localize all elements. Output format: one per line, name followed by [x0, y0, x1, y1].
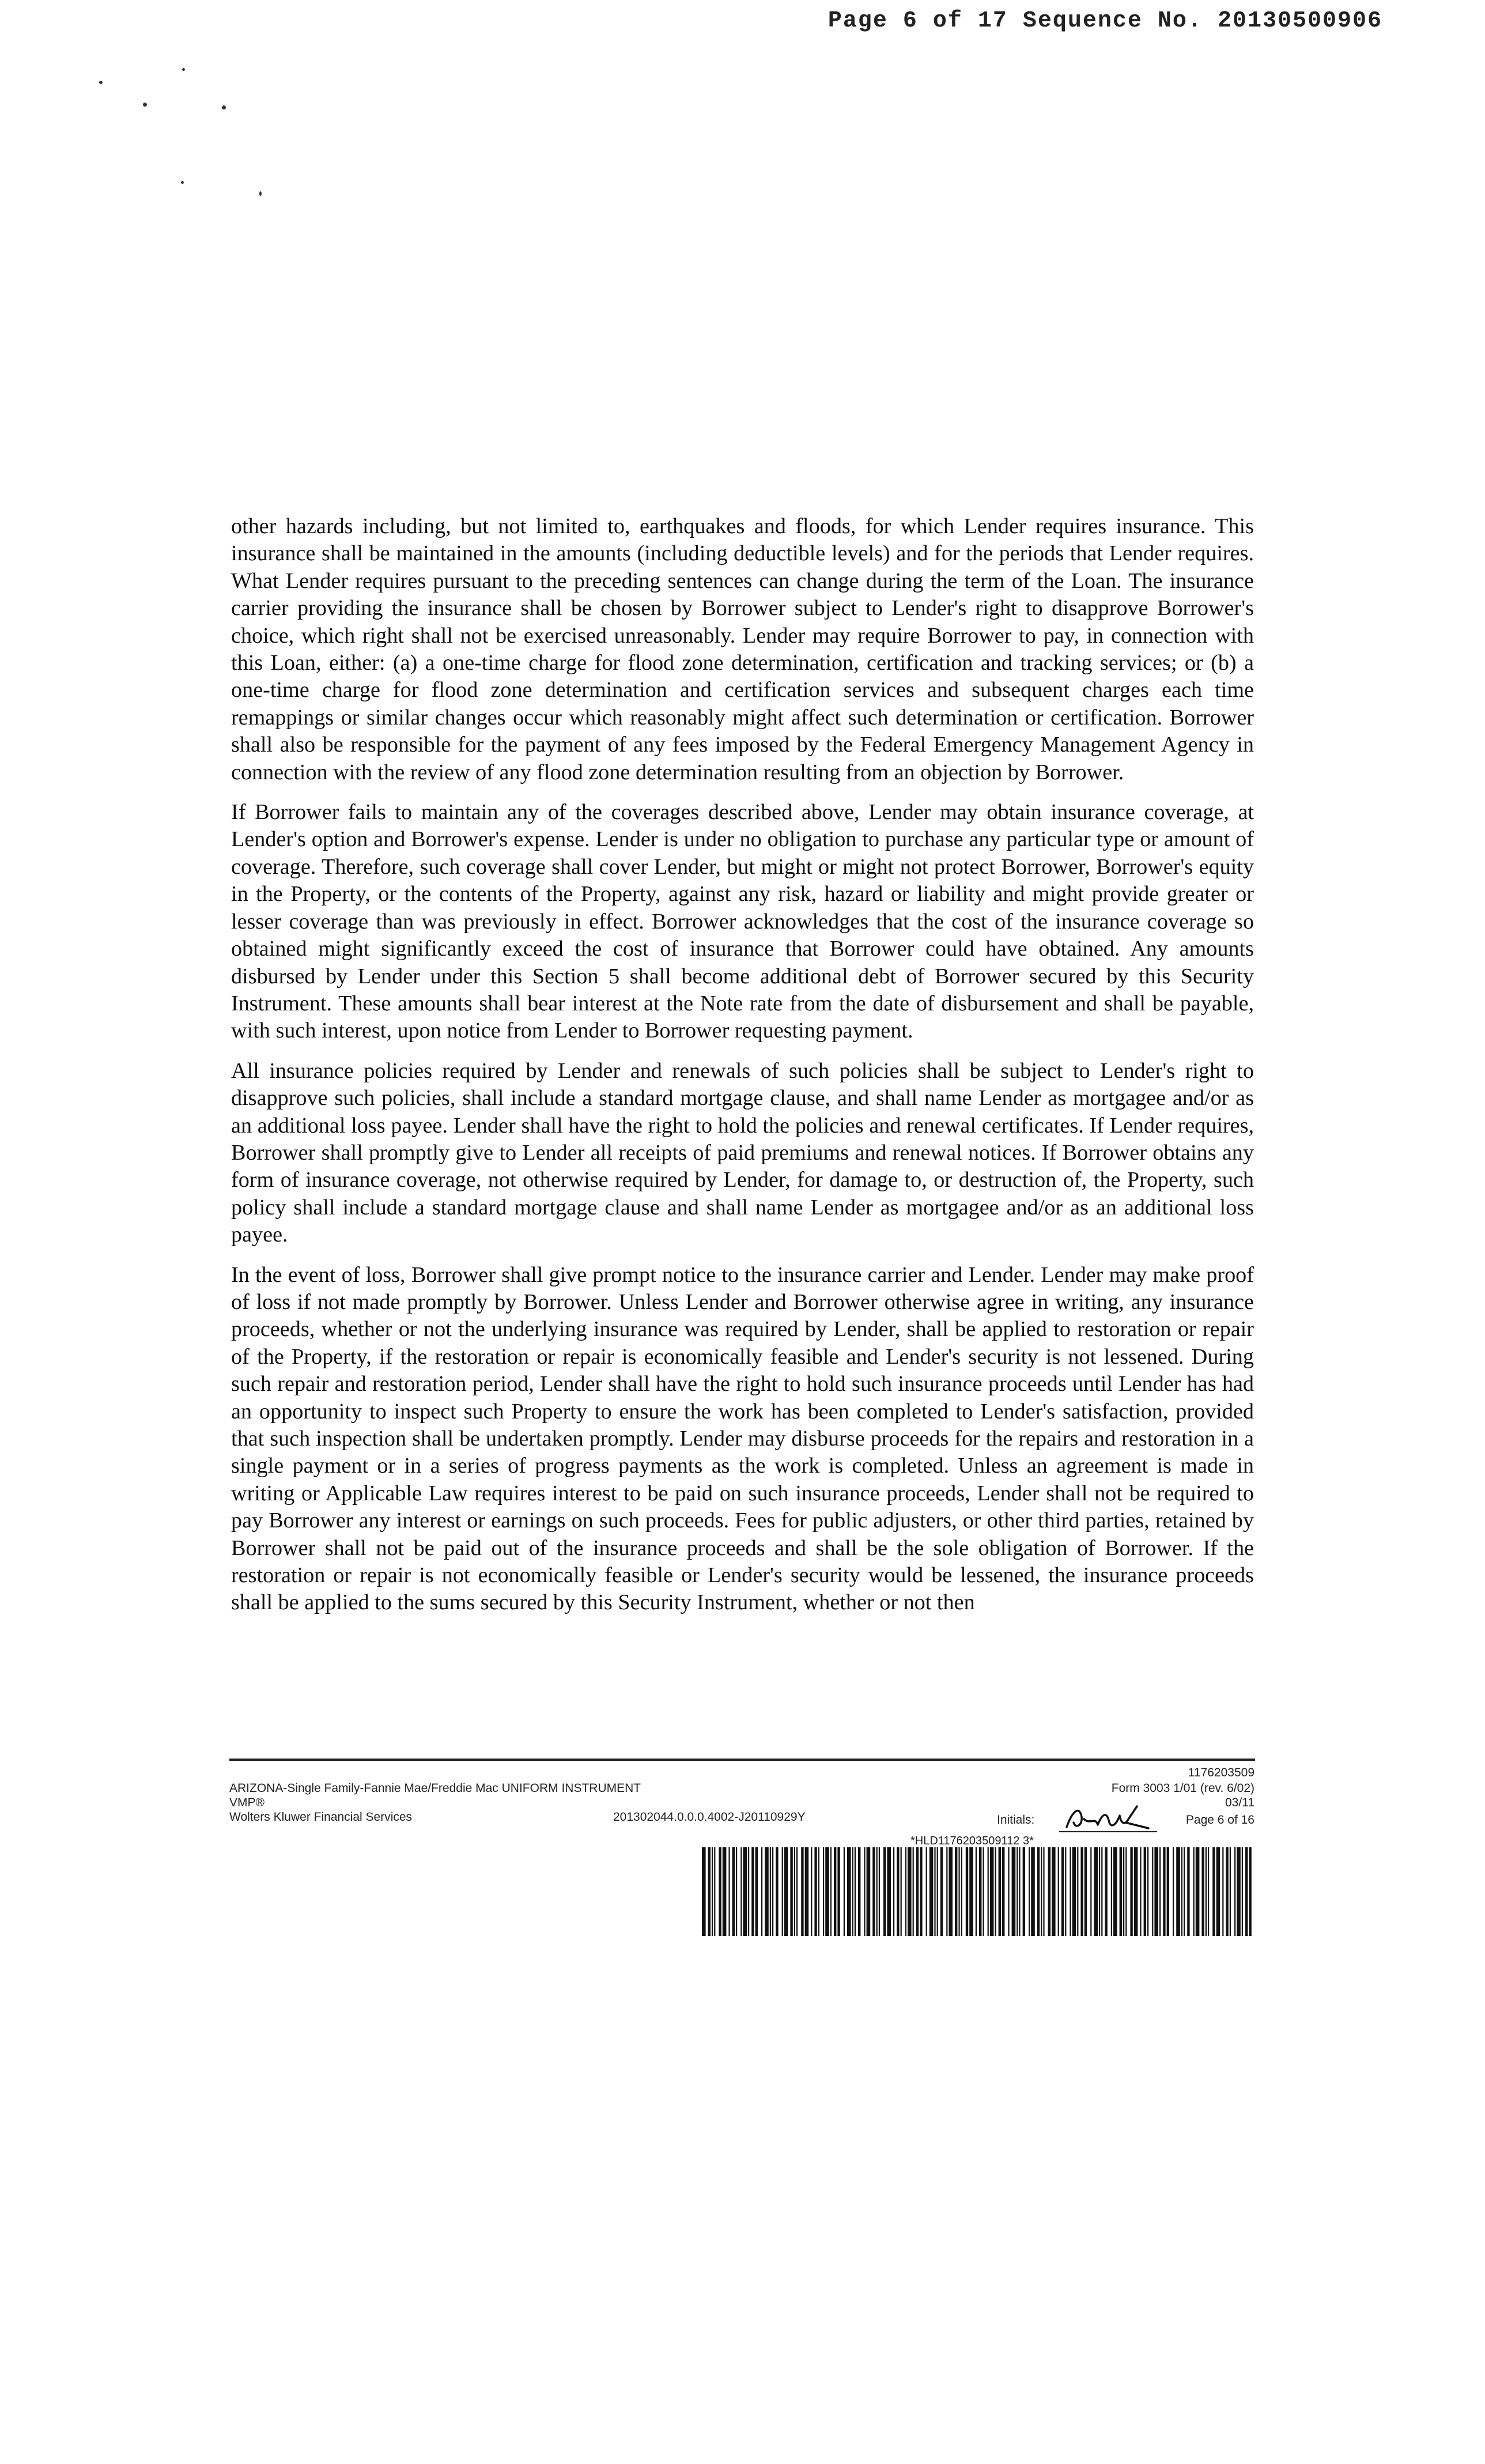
vendor-name: Wolters Kluwer Financial Services — [229, 1810, 413, 1824]
paragraph-flood-insurance: other hazards including, but not limited to, earthquakes and floods, for which Lender requires insurance. This insurance shall be maintained in the amounts (including deductible levels) and for the periods that Lender requires. What Lender requires pursuant to the preceding sentences can change during the term of the Loan. The insurance carrier providing the insurance shall be chosen by Borrower subject to Lender's right to disapprove Borrower's choice, which right shall not be exercised unreasonably. Lender may require Borrower to pay, in connection with this Loan, either: (a) a one-time charge for flood zone determination, certification and tracking services; or (b) a one-time charge for flood zone determination and certification services and subsequent charges each time remappings or similar changes occur which reasonably might affect such determination or certification. Borrower shall also be responsible for the payment of any fees imposed by the Federal Emergency Management Agency in connection with the review of any flood zone determination resulting from an objection by Borrower. — [231, 514, 1254, 784]
barcode — [700, 1847, 1257, 1936]
page-sequence-header: Page 6 of 17 Sequence No. 20130500906 — [827, 8, 1382, 34]
barcode-text: *HLD1176203509112 3* — [910, 1835, 1034, 1847]
footer-divider — [229, 1759, 1255, 1761]
form-number: Form 3003 1/01 (rev. 6/02) — [1111, 1782, 1254, 1795]
initials-label: Initials: — [997, 1813, 1035, 1827]
vmp-mark: VMP® — [229, 1796, 264, 1809]
scan-speck — [99, 81, 103, 84]
loan-number: 1176203509 — [1188, 1766, 1254, 1779]
scan-speck — [181, 181, 184, 184]
paragraph-event-of-loss: In the event of loss, Borrower shall give prompt notice to the insurance carrier and Lender. Lender may make proof of loss if not made promptly by Borrower. Unless Lender and Borrower otherwise agree in writing, any insurance proceeds, whether or not the underlying insurance was required by Lender, shall be applied to restoration or repair of the Property, if the restoration or repair is economically feasible and Lender's security is not lessened. During such repair and restoration period, Lender shall have the right to hold such insurance proceeds until Lender has had an opportunity to inspect such Property to ensure the work has been completed to Lender's satisfaction, provided that such inspection shall be undertaken promptly. Lender may disburse proceeds for the repairs and restoration in a single payment or in a series of progress payments as the work is completed. Unless an agreement is made in writing or Applicable Law requires interest to be paid on such insurance proceeds, Lender shall not be required to pay Borrower any interest or earnings on such proceeds. Fees for public adjusters, or other third parties, retained by Borrower shall not be paid out of the insurance proceeds and shall be the sole obligation of Borrower. If the restoration or repair is not economically feasible or Lender's security would be lessened, the insurance proceeds shall be applied to the sums secured by this Security Instrument, whether or not then — [231, 1262, 1254, 1615]
document-code: 201302044.0.0.0.4002-J20110929Y — [613, 1810, 806, 1824]
scan-speck — [259, 191, 262, 196]
paragraph-insurance-policies: All insurance policies required by Lender and renewals of such policies shall be subject to Lender's right to disapprove such policies, shall include a standard mortgage clause, and shall name Lender as mortgagee and/or as an additional loss payee. Lender shall have the right to hold the policies and renewal certificates. If Lender requires, Borrower shall promptly give to Lender all receipts of paid premiums and renewal notices. If Borrower obtains any form of insurance coverage, not otherwise required by Lender, for damage to, or destruction of, the Property, such policy shall include a standard mortgage clause and shall name Lender as mortgagee and/or as an additional loss payee. — [231, 1058, 1254, 1247]
scan-speck — [143, 103, 147, 107]
form-title: ARIZONA-Single Family-Fannie Mae/Freddie Mac UNIFORM INSTRUMENT — [229, 1782, 641, 1795]
page-of: Page 6 of 16 — [1185, 1813, 1254, 1827]
date-code: 03/11 — [1225, 1796, 1254, 1809]
scan-speck — [222, 105, 226, 110]
initials-signature — [1062, 1799, 1154, 1835]
paragraph-lender-coverage: If Borrower fails to maintain any of the coverages described above, Lender may obtain insurance coverage, at Lender's option and Borrower's expense. Lender is under no obligation to purchase any particular type or amount of coverage. Therefore, such coverage shall cover Lender, but might or might not protect Borrower, Borrower's equity in the Property, or the contents of the Property, against any risk, hazard or liability and might provide greater or lesser coverage than was previously in effect. Borrower acknowledges that the cost of the insurance coverage so obtained might significantly exceed the cost of insurance that Borrower could have obtained. Any amounts disbursed by Lender under this Section 5 shall become additional debt of Borrower secured by this Security Instrument. These amounts shall bear interest at the Note rate from the date of disbursement and shall be payable, with such interest, upon notice from Lender to Borrower requesting payment. — [231, 800, 1254, 1043]
document-body — [231, 513, 1254, 1629]
scan-speck — [182, 68, 185, 71]
